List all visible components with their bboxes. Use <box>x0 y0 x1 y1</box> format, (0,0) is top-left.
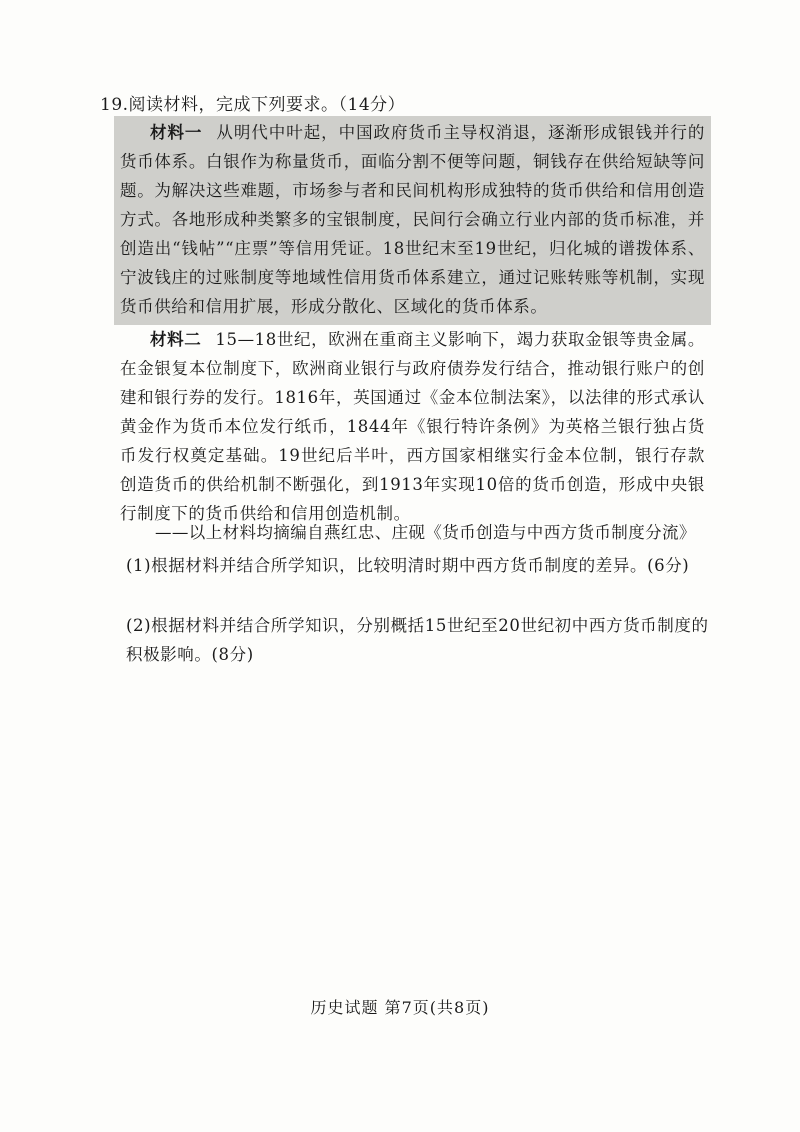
sub-question-1: (1)根据材料并结合所学知识，比较明清时期中西方货币制度的差异。(6分) <box>126 556 690 575</box>
material-two-text: 15—18世纪，欧洲在重商主义影响下，竭力获取金银等贵金属。在金银复本位制度下，欧洲商业银行与政府债券发行结合，推动银行账户的创建和银行券的发行。1816年，英国通过《金本位制法案》，以法律的形式承认黄金作为货币本位发行纸币，1844年《银行特许条例》为英格兰银行独占货币发行权奠定基础。19世纪后半叶，西方国家相继实行金本位制，银行存款创造货币的供给机制不断强化，到1913年实现10倍的货币创造，形成中央银行制度下的货币供给和信用创造机制。 <box>120 330 705 523</box>
material-two <box>120 325 705 528</box>
material-one-text: 从明代中叶起，中国政府货币主导权消退，逐渐形成银钱并行的货币体系。白银作为称量货币，面临分割不便等问题，铜钱存在供给短缺等问题。为解决这些难题，市场参与者和民间机构形成独特的货币供给和信用创造方式。各地形成种类繁多的宝银制度，民间行会确立行业内部的货币标准，并创造出“钱帖”“庄票”等信用凭证。18世纪末至19世纪，归化城的谱拨体系、宁波钱庄的过账制度等地域性信用货币体系建立，通过记账转账等机制，实现货币供给和信用扩展，形成分散化、区域化的货币体系。 <box>120 123 705 316</box>
sub-question-2: (2)根据材料并结合所学知识，分别概括15世纪至20世纪初中西方货币制度的积极影响。(8分) <box>126 616 709 664</box>
material-source: ——以上材料均摘编自燕红忠、庄砚《货币创造与中西方货币制度分流》 <box>155 523 696 542</box>
page-footer: 历史试题 第7页(共8页) <box>310 998 490 1017</box>
material-one <box>114 116 711 325</box>
material-two-label: 材料二 <box>150 330 202 349</box>
material-one-label: 材料一 <box>150 123 203 142</box>
question-title: 19.阅读材料，完成下列要求。（14分） <box>100 95 406 115</box>
